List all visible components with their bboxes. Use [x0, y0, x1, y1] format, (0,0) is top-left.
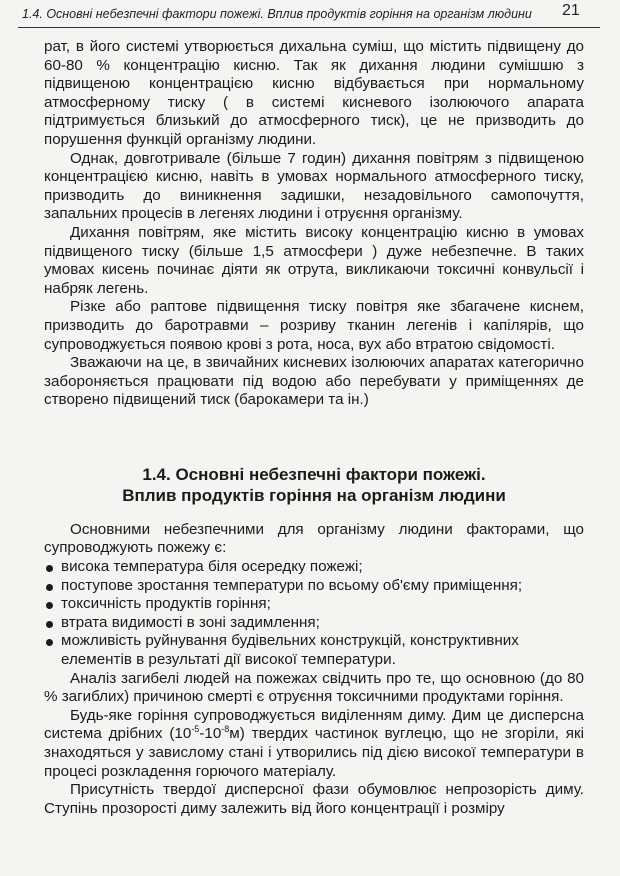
factors-list	[44, 558, 584, 670]
smoke-text: Будь-яке горіння супроводжується виділенням диму. Дим це дисперсна система дрібних (10	[44, 706, 584, 743]
section-title-line1: 1.4. Основні небезпечні фактори пожежі.	[142, 464, 486, 484]
page-content	[44, 38, 584, 818]
exponent: -5	[191, 724, 200, 735]
paragraph: Різке або раптове підвищення тиску повітря яке збагачене киснем, призводить до баротравми – розриву тканин легенів і капілярів, що супроводжується появою крові з рота, носа, вух або втратою свідомості.	[44, 298, 584, 353]
page-number: 21	[562, 2, 580, 19]
section-title	[44, 464, 584, 506]
running-header	[0, 0, 620, 30]
intro-paragraph: Основними небезпечними для організму людини факторами, що супроводжують пожежу є:	[44, 520, 584, 557]
paragraph: рат, в його системі утворюється дихальна суміш, що містить підвищену до 60-80 % концентрацію кисню. Так як дихання людини сумішшю з підвищеною концентрацією кисню відбувається при нормальному атмосферному тиску ( в системі кисневого ізолюючого апарата підтримується близький до атмосферного тиск), це не призводить до порушення функцій організму людини.	[44, 38, 584, 148]
paragraph: Однак, довготривале (більше 7 годин) дихання повітрям з підвищеною концентрацією кисню, навіть в умовах нормального атмосферного тиску, призводить до виникнення задишки, незадовільного самопочуття, запальних процесів в легенях людини і отруєння організму.	[44, 149, 584, 223]
paragraph: Аналіз загибелі людей на пожежах свідчить про те, що основною (до 80 % загиблих) причиною смерті є отруєння токсичними продуктами горіння.	[44, 669, 584, 706]
list-item: поступове зростання температури по всьому об'єму приміщення;	[44, 577, 584, 596]
list-item: токсичність продуктів горіння;	[44, 595, 584, 614]
list-item: втрата видимості в зоні задимлення;	[44, 614, 584, 633]
paragraph: Дихання повітрям, яке містить високу концентрацію кисню в умовах підвищеного тиску (більше 1,5 атмосфери ) дуже небезпечне. В таких умовах кисень починає діяти як отрута, викликаючи токсичні конвульсії і набряк легень.	[44, 223, 584, 297]
smoke-text: -10	[199, 725, 222, 743]
list-item: можливість руйнування будівельних конструкцій, конструктивних елементів в результаті дії високої температури.	[44, 632, 584, 669]
paragraph: Присутність твердої дисперсної фази обумовлює непрозорість диму. Ступінь прозорості диму залежить від його концентрації і розміру	[44, 781, 584, 817]
running-header-title: 1.4. Основні небезпечні фактори пожежі. Вплив продуктів горіння на організм людини	[22, 7, 532, 21]
section-title-line2: Вплив продуктів горіння на організм людини	[122, 485, 506, 505]
exponent: -8	[221, 724, 230, 735]
section-spacer	[44, 506, 584, 521]
header-rule	[18, 27, 600, 28]
smoke-text: м) твердих частинок вуглецю, що не згоріли, які знаходяться у завислому стані і утворились під дією високої температури в процесі розкладення горючого матеріалу.	[44, 725, 585, 780]
section-spacer	[44, 410, 584, 464]
list-item: висока температура біля осередку пожежі;	[44, 558, 584, 577]
smoke-paragraph	[44, 707, 584, 781]
paragraph: Зважаючи на це, в звичайних кисневих ізолюючих апаратах категорично забороняється працювати під водою або перебувати у приміщеннях де створено підвищений тиск (барокамери та ін.)	[44, 354, 584, 409]
